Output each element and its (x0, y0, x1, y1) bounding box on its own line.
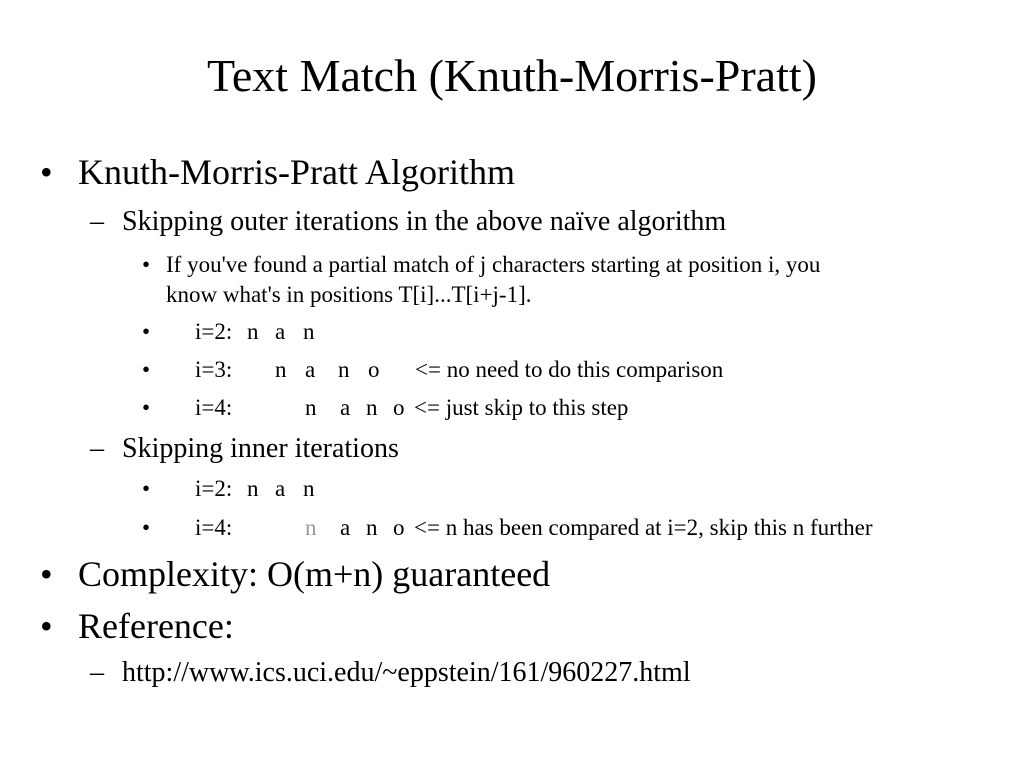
bullet-dot: • (142, 476, 151, 501)
row-label: i=2: (195, 476, 233, 501)
bullet-dot: • (142, 252, 151, 277)
row-label: i=2: (195, 319, 233, 344)
row-char: o (393, 395, 405, 420)
row-char: a (340, 515, 351, 540)
bullet-dot: • (142, 515, 151, 540)
sub-bullet-dash: – (90, 433, 104, 464)
row-char: o (393, 515, 405, 540)
row-char: n (305, 395, 317, 420)
row-char-faded: n (305, 515, 317, 540)
bullet-dot: • (142, 357, 151, 382)
row-note: <= no need to do this comparison (415, 357, 724, 382)
explain-line-1: If you've found a partial match of j characters starting at position i, you (166, 252, 821, 277)
row-char: a (305, 357, 316, 382)
slide-title: Text Match (Knuth-Morris-Pratt) (207, 50, 817, 101)
row-char: n (275, 357, 287, 382)
row-char: a (340, 395, 351, 420)
bullet-kmp-text: Knuth-Morris-Pratt Algorithm (78, 152, 515, 192)
row-char: o (368, 357, 380, 382)
row-char: n (338, 357, 350, 382)
row-char: n (303, 476, 315, 501)
row-char: n (366, 395, 378, 420)
bullet-dot: • (142, 395, 151, 420)
row-label: i=4: (195, 515, 233, 540)
row-char: n (366, 515, 378, 540)
bullet-dot: • (40, 554, 53, 594)
row-char: n (303, 319, 315, 344)
reference-url: http://www.ics.uci.edu/~eppstein/161/960227.html (122, 657, 691, 688)
sub-bullet-dash: – (90, 657, 104, 688)
explain-line-2: know what's in positions T[i]...T[i+j-1]. (166, 282, 532, 307)
bullet-dot: • (40, 152, 53, 192)
row-note: <= just skip to this step (414, 395, 629, 420)
sub-bullet-outer-text: Skipping outer iterations in the above naïve algorithm (122, 206, 727, 237)
row-char: a (275, 476, 286, 501)
row-label: i=3: (195, 357, 233, 382)
row-note: <= n has been compared at i=2, skip this n further (414, 515, 873, 540)
row-char: n (247, 476, 259, 501)
bullet-reference-text: Reference: (78, 606, 234, 646)
bullet-dot: • (40, 606, 53, 646)
row-label: i=4: (195, 395, 233, 420)
sub-bullet-inner-text: Skipping inner iterations (122, 433, 399, 464)
bullet-complexity-text: Complexity: O(m+n) guaranteed (78, 554, 551, 594)
row-char: a (275, 319, 286, 344)
bullet-dot: • (142, 319, 151, 344)
row-char: n (247, 319, 259, 344)
sub-bullet-dash: – (90, 206, 104, 237)
